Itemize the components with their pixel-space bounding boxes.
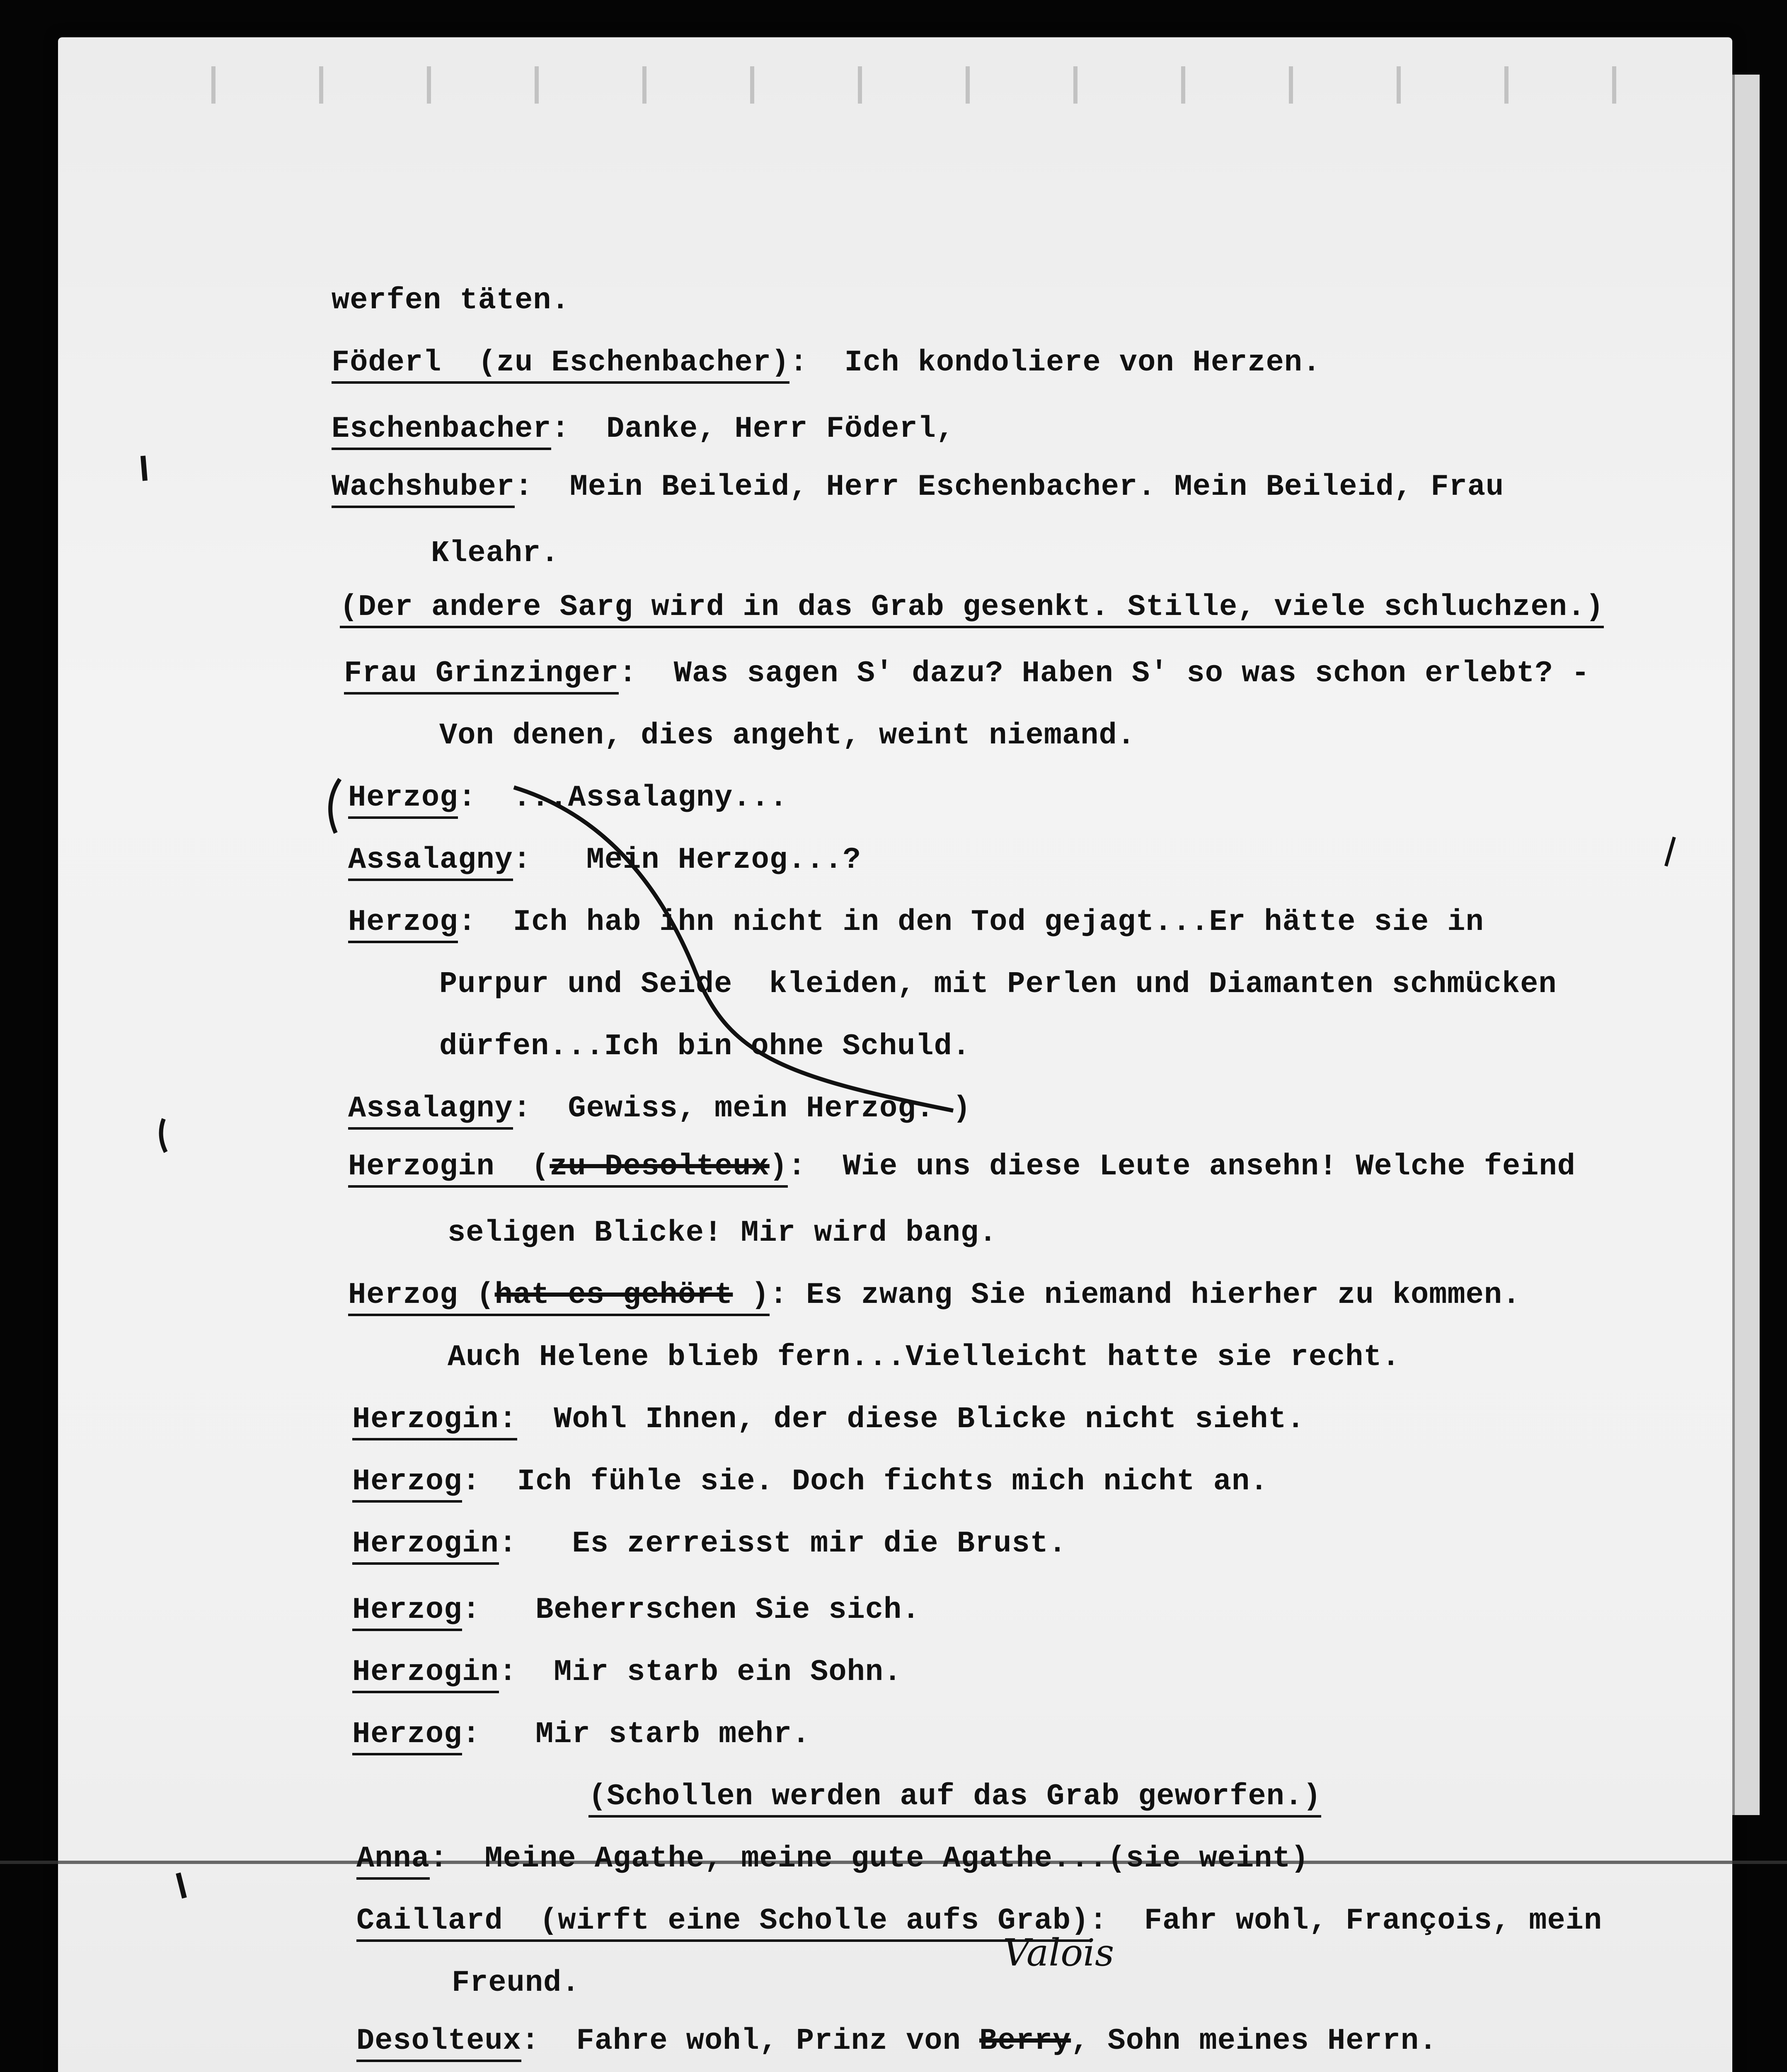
deletion-curve	[514, 787, 953, 1111]
line-9: Herzog: ...Assalagny...	[348, 779, 1787, 816]
speaker-label: Assalagny	[348, 843, 513, 881]
line-22: Herzog: Beherrschen Sie sich.	[352, 1591, 1787, 1629]
line-11: Herzog: Ich hab ihn nicht in den Tod gejagt...Er hätte sie in	[348, 903, 1787, 941]
line-5: Kleahr.	[431, 536, 559, 570]
speaker-label: Anna	[356, 1842, 430, 1880]
speaker-label: Wachshuber	[332, 470, 515, 508]
line-19: Herzogin: Wohl Ihnen, der diese Blicke nicht sieht.	[352, 1401, 1787, 1438]
line-12: Purpur und Seide kleiden, mit Perlen und Diamanten schmücken	[439, 967, 1557, 1001]
speaker-label: Herzog	[352, 1717, 462, 1755]
line-21: Herzogin: Es zerreisst mir die Brust.	[352, 1525, 1787, 1562]
speaker-label: Caillard (wirft eine Scholle aufs Grab)	[356, 1904, 1089, 1942]
struck-text: Berry	[979, 2024, 1071, 2058]
line-15: Herzogin (zu Desolteux): Wie uns diese Leute ansehn! Welche feind	[348, 1148, 1787, 1185]
stage-direction-2: (Schollen werden auf das Grab geworfen.)	[588, 1778, 1787, 1815]
margin-tick-2	[161, 1119, 166, 1152]
line-27: Caillard (wirft eine Scholle aufs Grab): Fahr wohl, François, mein	[356, 1902, 1787, 1939]
speaker-label: Herzog	[352, 1593, 462, 1631]
struck-text: zu Desolteux	[550, 1150, 770, 1184]
speaker-label: Herzog (hat es gehört )	[348, 1278, 770, 1316]
line-24: Herzog: Mir starb mehr.	[352, 1716, 1787, 1753]
speaker-label: Herzogin:	[352, 1402, 517, 1440]
speaker-label: Herzog	[348, 781, 458, 819]
margin-mark-right	[1666, 837, 1674, 866]
bracket-left	[330, 779, 340, 833]
speaker-label: Herzogin	[352, 1527, 499, 1565]
speaker-label: Frau Grinzinger	[344, 656, 619, 695]
speaker-label: Föderl (zu Eschenbacher)	[332, 346, 789, 384]
line-14: Assalagny: Gewiss, mein Herzog. )	[348, 1090, 1787, 1127]
line-23: Herzogin: Mir starb ein Sohn.	[352, 1653, 1787, 1691]
line-3: Eschenbacher: Danke, Herr Föderl,	[332, 410, 1787, 448]
line-7: Frau Grinzinger: Was sagen S' dazu? Haben S' so was schon erlebt? -	[344, 655, 1787, 692]
line-29: Desolteux: Fahre wohl, Prinz von Berry, Sohn meines Herrn.	[356, 2022, 1787, 2060]
stage-direction: (Der andere Sarg wird in das Grab gesenkt. Stille, viele schluchzen.)	[340, 588, 1787, 626]
struck-text: hat es gehört	[494, 1278, 733, 1312]
line-10: Assalagny: Mein Herzog...?	[348, 841, 1787, 879]
speaker-label: Assalagny	[348, 1092, 513, 1130]
speaker-label: Herzog	[348, 905, 458, 943]
speaker-label: Herzogin	[352, 1655, 499, 1693]
speaker-label: Desolteux	[356, 2024, 521, 2062]
line-17: Herzog (hat es gehört ): Es zwang Sie niemand hierher zu kommen.	[348, 1276, 1787, 1314]
speaker-label: Herzog	[352, 1464, 462, 1503]
line-2: Föderl (zu Eschenbacher): Ich kondoliere von Herzen.	[332, 344, 1787, 381]
line-26: Anna: Meine Agathe, meine gute Agathe...(sie weint)	[356, 1840, 1787, 1877]
margin-tick-1	[143, 456, 145, 481]
line-13: dürfen...Ich bin ohne Schuld.	[439, 1029, 971, 1063]
line-4: Wachshuber: Mein Beileid, Herr Eschenbacher. Mein Beileid, Frau	[332, 468, 1787, 506]
line-16: seligen Blicke! Mir wird bang.	[448, 1216, 998, 1250]
line-20: Herzog: Ich fühle sie. Doch fichts mich nicht an.	[352, 1463, 1787, 1500]
margin-tick-3	[178, 1873, 184, 1898]
line-8: Von denen, dies angeht, weint niemand.	[439, 719, 1136, 753]
handwritten-correction: Valois	[1003, 1931, 1114, 1975]
line-1: werfen täten.	[332, 283, 570, 317]
line-18: Auch Helene blieb fern...Vielleicht hatte sie recht.	[448, 1340, 1400, 1374]
speaker-label: Herzogin (zu Desolteux)	[348, 1150, 788, 1188]
line-28: Freund.	[452, 1966, 580, 2000]
speaker-label: Eschenbacher	[332, 412, 551, 450]
